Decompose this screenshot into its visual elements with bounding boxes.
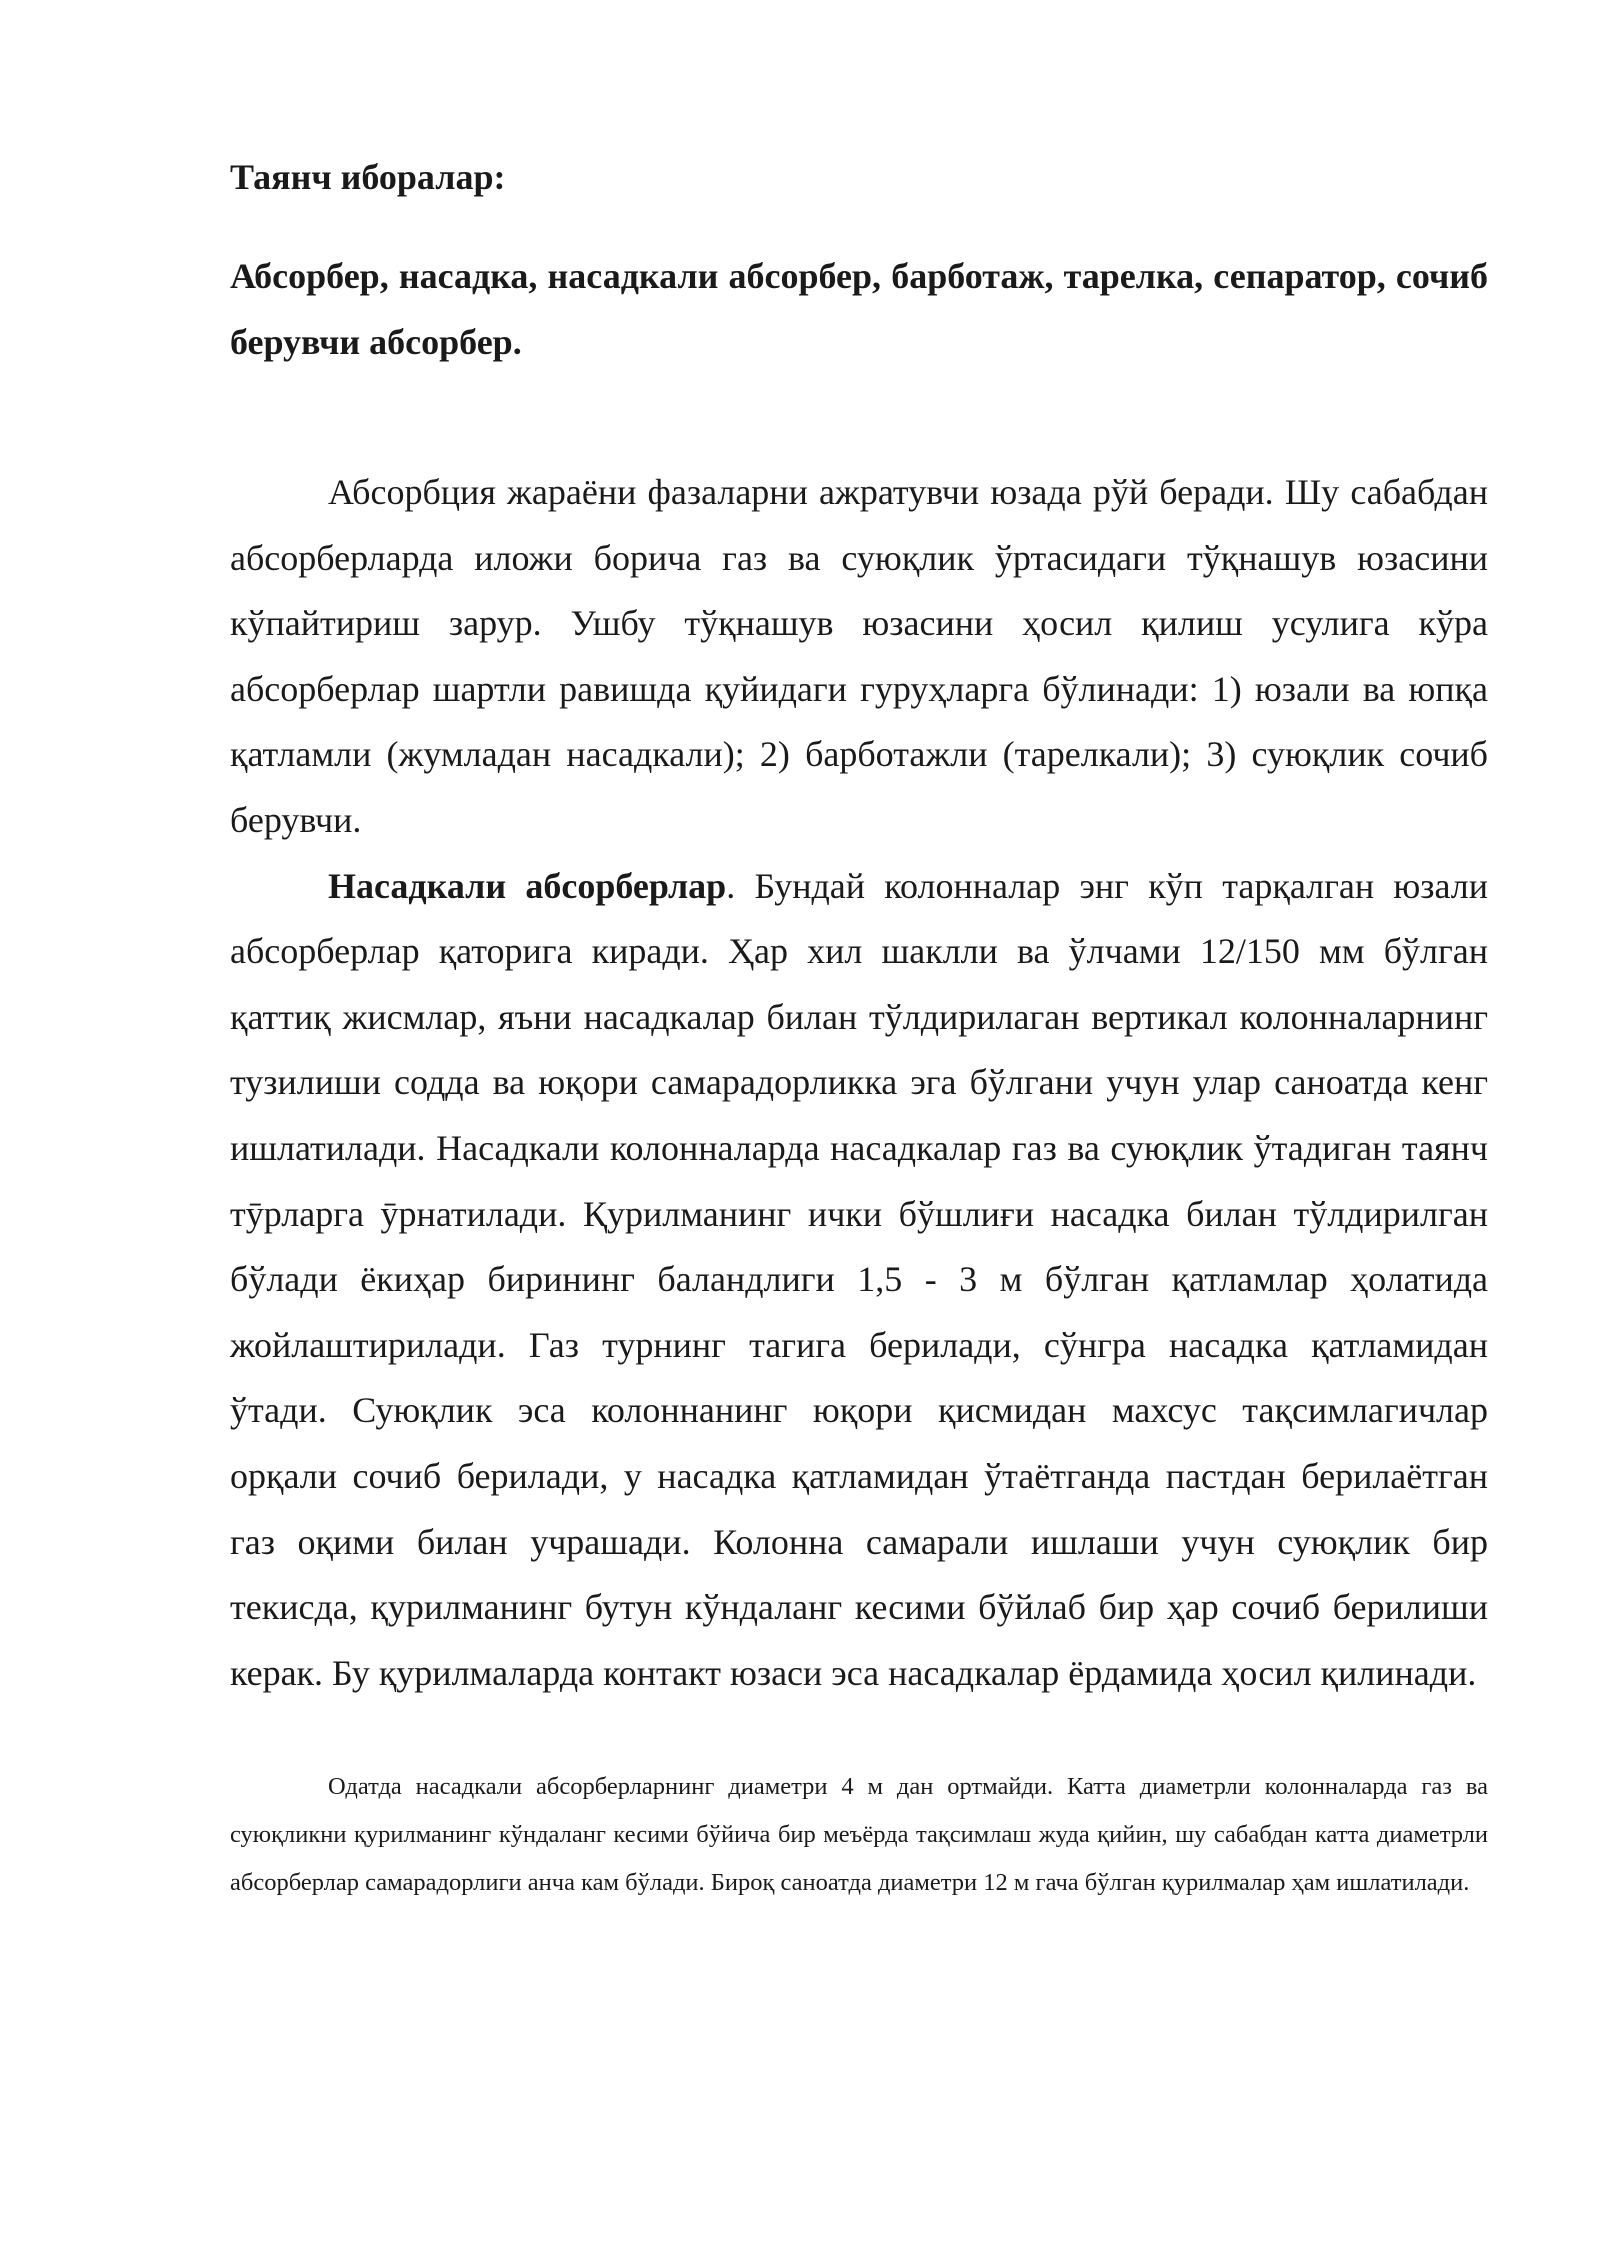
keywords-heading: Таянч иборалар:	[230, 157, 506, 197]
packed-absorbers-term: Насадкали абсорберлар	[328, 865, 727, 906]
paragraph-absorption-intro: Абсорбция жараёни фазаларни ажратувчи юзада рўй беради. Шу сабабдан абсорберларда иложи борича газ ва суюқлик ўртасидаги тўқнашув юзасини кўпайтириш зарур. Ушбу тўқнашув юзасини ҳосил қилиш усулига кўра абсорберлар шартли равишда қуйидаги гуруҳларга бўлинади: 1) юзали ва юпқа қатламли (жумладан насадкали); 2) барботажли (тарелкали); 3) суюқлик сочиб берувчи.	[230, 472, 1488, 840]
packed-absorbers-description: . Бундай колонналар энг кўп тарқалган юзали абсорберлар қаторига киради. Ҳар хил шаклли ва ўлчами 12/150 мм бўлган қаттиқ жисмлар, яъни насадкалар билан тўлдирилаган вертикал колонналарнинг тузилиши содда ва юқори самарадорликка эга бўлгани учун улар саноатда кенг ишлатилади. Насадкали колонналарда насадкалар газ ва суюқлик ўтадиган таянч тӯрларга ӯрнатилади. Қурилманинг ички бўшлиғи насадка билан тўлдирилган бўлади ёкиҳар бирининг баландлиги 1,5 - 3 м бўлган қатламлар ҳолатида жойлаштирилади. Газ турнинг тагига берилади, сўнгра насадка қатламидан ўтади. Суюқлик эса колоннанинг юқори қисмидан махсус тақсимлагичлар орқали сочиб берилади, у насадка қатламидан ўтаётганда пастдан берилаётган газ оқими билан учрашади. Колонна самарали ишлаши учун суюқлик бир текисда, қурилманинг бутун кўндаланг кесими бўйлаб бир ҳар сочиб берилиши керак. Бу қурилмаларда контакт юзаси эса насадкалар ёрдамида ҳосил қилинади.	[230, 865, 1488, 1693]
paragraph-diameter-note: Одатда насадкали абсорберларнинг диаметри 4 м дан ортмайди. Катта диаметрли колонналарда газ ва суюқликни қурилманинг кўндаланг кесими бўйича бир меъёрда тақсимлаш жуда қийин, шу сабабдан катта диаметрли абсорберлар самарадорлиги анча кам бўлади. Бироқ саноатда диаметри 12 м гача бўлган қурилмалар ҳам ишлатилади.	[230, 1773, 1488, 1896]
main-body	[230, 460, 1488, 1706]
paragraph-packed-absorbers	[230, 854, 1488, 1707]
keywords-list: Абсорбер, насадка, насадкали абсорбер, барботаж, тарелка, сепаратор, сочиб берувчи абсорбер.	[230, 256, 1488, 362]
